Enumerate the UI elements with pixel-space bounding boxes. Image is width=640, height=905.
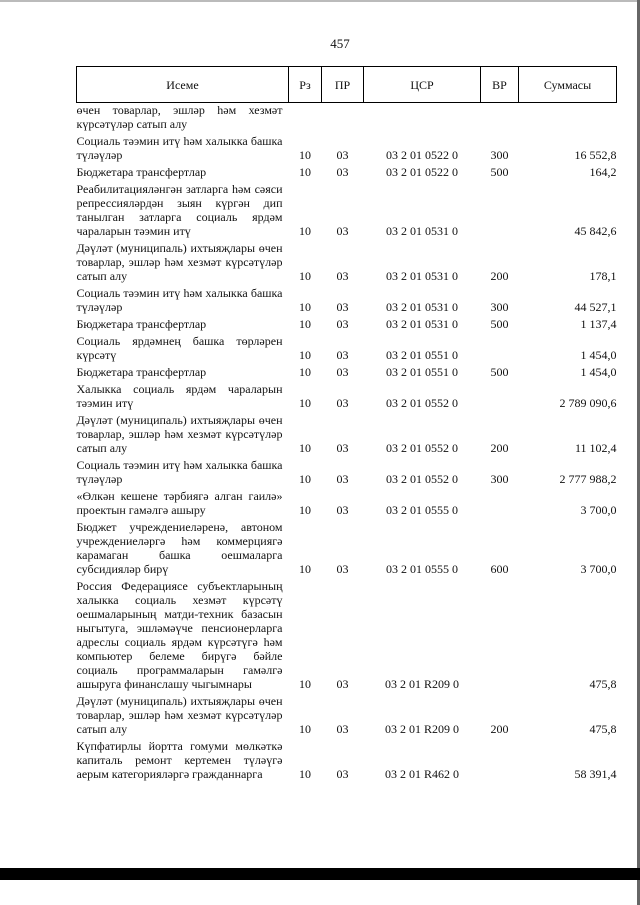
row-pr: 03: [336, 441, 349, 455]
budget-table: [76, 66, 617, 784]
row-name: Россия Федерациясе субъектларының халыкка социаль хезмәт күрсәтү оешмаларының матди-техник базасын ныгытуга, эшләмәүче пенсионерларга адреслы социаль ярдәм күрсәтүгә һәм компьютер белеме бирүгә бәйле социаль программаларын гамәлгә ашыруга финанслашу чыгымнары: [76, 579, 283, 691]
row-sum: 16 552,8: [574, 148, 617, 162]
row-csr: 03 2 01 0531 0: [386, 224, 458, 238]
row-sum: 45 842,6: [574, 224, 617, 238]
row-rz: 10: [299, 396, 311, 410]
row-rz: 10: [299, 441, 311, 455]
row-pr: 03: [336, 677, 349, 691]
row-rz: 10: [299, 677, 311, 691]
row-sum: [519, 103, 617, 132]
row-sum: 58 391,4: [574, 767, 617, 781]
row-rz: 10: [299, 365, 311, 379]
table-row: [77, 134, 617, 162]
row-name: Дәүләт (муниципаль) ихтыяҗлары өчен товарлар, эшләр һәм хезмәт күрсәтүләр сатып алу: [76, 413, 283, 455]
row-sum: 178,1: [589, 269, 617, 283]
row-vr: [481, 579, 519, 691]
row-rz: 10: [299, 300, 311, 314]
row-csr: 03 2 01 0555 0: [386, 503, 458, 517]
row-pr: 03: [336, 148, 349, 162]
row-vr: 300: [490, 300, 509, 314]
row-sum: 1 454,0: [580, 365, 617, 379]
table-row: [77, 694, 617, 736]
row-name: Күпфатирлы йортта гомуми мөлкәткә капиталь ремонт кертемен түләүгә аерым категорияләргә гражданнарга: [76, 739, 283, 781]
row-csr: 03 2 01 0552 0: [386, 441, 458, 455]
row-sum: 2 777 988,2: [559, 472, 617, 486]
column-header-name: Исеме: [77, 67, 289, 103]
table-row: [77, 317, 617, 331]
table-row: [77, 739, 617, 781]
row-csr: 03 2 01 0555 0: [386, 562, 458, 576]
row-sum: 164,2: [589, 165, 617, 179]
row-spacer: [77, 781, 617, 784]
table-row: [77, 520, 617, 576]
row-vr: [481, 489, 519, 517]
row-name: Дәүләт (муниципаль) ихтыяҗлары өчен товарлар, эшләр һәм хезмәт күрсәтүләр сатып алу: [76, 694, 283, 736]
row-name: өчен товарлар, эшләр һәм хезмәт күрсәтүләр сатып алу: [76, 103, 283, 131]
row-pr: 03: [336, 269, 349, 283]
scan-edge-top: [0, 0, 640, 2]
row-vr: 200: [490, 722, 509, 736]
row-pr: 03: [336, 300, 349, 314]
row-name: Социаль тәэмин итү һәм халыкка башка түләүләр: [76, 286, 283, 314]
scan-edge-bottom: [0, 868, 640, 880]
row-rz: 10: [299, 165, 311, 179]
table-row: [77, 382, 617, 410]
row-name: Социаль тәэмин итү һәм халыкка башка түләүләр: [76, 134, 283, 162]
row-csr: [364, 103, 481, 132]
row-csr: 03 2 01 0552 0: [386, 396, 458, 410]
row-rz: 10: [299, 767, 311, 781]
row-csr: 03 2 01 R462 0: [384, 767, 459, 781]
table-row: [77, 365, 617, 379]
row-csr: 03 2 01 0551 0: [386, 365, 458, 379]
row-sum: 475,8: [589, 722, 617, 736]
row-sum: 2 789 090,6: [559, 396, 617, 410]
row-vr: 600: [490, 562, 509, 576]
table-row: [77, 458, 617, 486]
row-name: Социаль тәэмин итү һәм халыкка башка түләүләр: [76, 458, 283, 486]
column-header-sum: Суммасы: [519, 67, 617, 103]
column-header-csr: ЦСР: [364, 67, 481, 103]
row-sum: 44 527,1: [574, 300, 617, 314]
row-rz: 10: [299, 224, 311, 238]
row-rz: 10: [299, 562, 311, 576]
row-name: Бюджетара трансфертлар: [76, 165, 207, 179]
row-rz: 10: [299, 503, 311, 517]
table-row: [77, 334, 617, 362]
table-row: [77, 579, 617, 691]
row-rz: 10: [299, 472, 311, 486]
row-pr: 03: [336, 472, 349, 486]
table-row: [77, 489, 617, 517]
row-vr: 500: [490, 317, 509, 331]
row-vr: [481, 182, 519, 238]
row-name: Дәүләт (муниципаль) ихтыяҗлары өчен товарлар, эшләр һәм хезмәт күрсәтүләр сатып алу: [76, 241, 283, 283]
row-pr: [322, 103, 364, 132]
row-vr: [481, 739, 519, 781]
row-vr: 200: [490, 269, 509, 283]
row-spacer-cell: [77, 781, 617, 784]
row-csr: 03 2 01 R209 0: [384, 722, 459, 736]
row-sum: 1 454,0: [580, 348, 617, 362]
row-rz: 10: [299, 722, 311, 736]
row-vr: 200: [490, 441, 509, 455]
row-rz: 10: [299, 317, 311, 331]
row-pr: 03: [336, 722, 349, 736]
row-vr: 300: [490, 148, 509, 162]
row-pr: 03: [336, 503, 349, 517]
table-header-row: [77, 67, 617, 103]
row-name: Бюджетара трансфертлар: [76, 317, 207, 331]
row-vr: [481, 382, 519, 410]
row-vr: 300: [490, 472, 509, 486]
row-sum: 475,8: [589, 677, 617, 691]
row-name: Бюджет учреждениеләренә, автоном учреждениеләргә һәм коммерциягә карамаган башка оешмаларга субсидияләр бирү: [76, 520, 283, 576]
column-header-vr: ВР: [481, 67, 519, 103]
table-row: [77, 103, 617, 132]
row-name: Халыкка социаль ярдәм чараларын тәэмин итү: [76, 382, 283, 410]
row-vr: [481, 103, 519, 132]
row-csr: 03 2 01 0522 0: [386, 148, 458, 162]
row-vr: [481, 334, 519, 362]
row-name: Социаль ярдәмнең башка төрләрен күрсәтү: [76, 334, 283, 362]
row-pr: 03: [336, 396, 349, 410]
row-vr: 500: [490, 165, 509, 179]
column-header-rz: Рз: [289, 67, 322, 103]
row-csr: 03 2 01 0531 0: [386, 300, 458, 314]
row-csr: 03 2 01 R209 0: [384, 677, 459, 691]
row-csr: 03 2 01 0551 0: [386, 348, 458, 362]
row-csr: 03 2 01 0522 0: [386, 165, 458, 179]
row-csr: 03 2 01 0531 0: [386, 269, 458, 283]
row-rz: 10: [299, 148, 311, 162]
table-row: [77, 165, 617, 179]
row-rz: 10: [299, 348, 311, 362]
row-name: Бюджетара трансфертлар: [76, 365, 207, 379]
page-number: 457: [330, 36, 350, 51]
row-sum: 11 102,4: [574, 441, 617, 455]
table-row: [77, 413, 617, 455]
row-csr: 03 2 01 0552 0: [386, 472, 458, 486]
table-row: [77, 286, 617, 314]
row-pr: 03: [336, 767, 349, 781]
row-pr: 03: [336, 317, 349, 331]
row-pr: 03: [336, 165, 349, 179]
row-sum: 3 700,0: [580, 562, 617, 576]
row-name: Реабилитацияләнгән затларга һәм сәяси репрессияләрдән зыян күргән дип танылган затларга социаль ярдәм чараларын тәэмин итү: [76, 182, 283, 238]
row-vr: 500: [490, 365, 509, 379]
row-name: «Өлкән кешене тәрбиягә алган гаилә» проектын гамәлгә ашыру: [76, 489, 283, 517]
row-pr: 03: [336, 562, 349, 576]
row-rz: [289, 103, 322, 132]
row-pr: 03: [336, 224, 349, 238]
row-sum: 3 700,0: [580, 503, 617, 517]
table-row: [77, 241, 617, 283]
row-sum: 1 137,4: [580, 317, 617, 331]
row-csr: 03 2 01 0531 0: [386, 317, 458, 331]
row-pr: 03: [336, 365, 349, 379]
row-rz: 10: [299, 269, 311, 283]
row-pr: 03: [336, 348, 349, 362]
table-row: [77, 182, 617, 238]
column-header-pr: ПР: [322, 67, 364, 103]
